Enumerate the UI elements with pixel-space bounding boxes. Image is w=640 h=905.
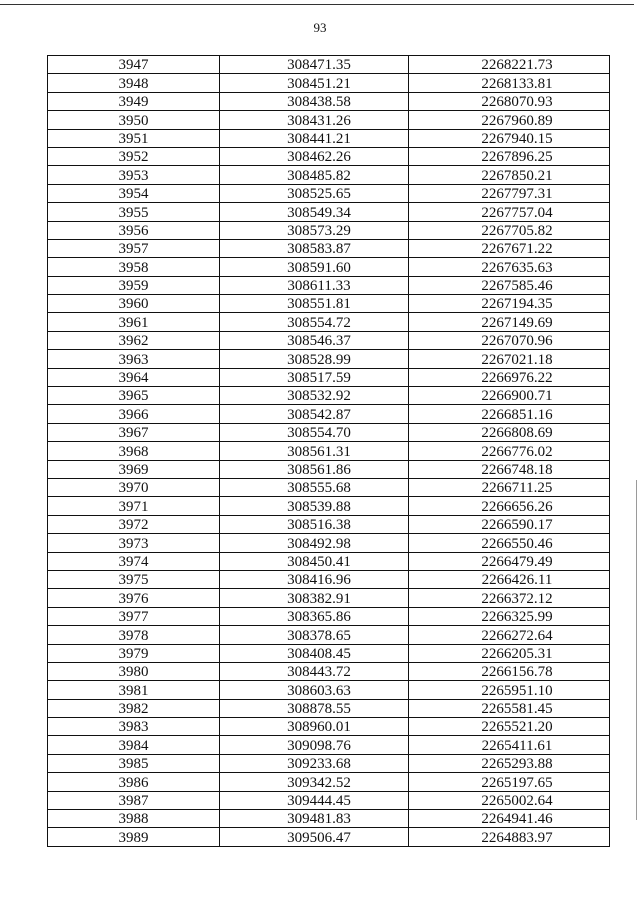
point-number-cell: 3955	[48, 203, 220, 221]
coordinates-table	[47, 55, 610, 847]
point-number-cell: 3956	[48, 221, 220, 239]
y-coordinate-cell: 2267149.69	[409, 313, 610, 331]
x-coordinate-cell: 308462.26	[220, 147, 409, 165]
x-coordinate-cell: 308451.21	[220, 74, 409, 92]
y-coordinate-cell: 2267797.31	[409, 184, 610, 202]
point-number-cell: 3980	[48, 662, 220, 680]
x-coordinate-cell: 308441.21	[220, 129, 409, 147]
table-row	[48, 368, 610, 386]
table-row	[48, 166, 610, 184]
table-row	[48, 754, 610, 772]
table-row	[48, 184, 610, 202]
y-coordinate-cell: 2266808.69	[409, 423, 610, 441]
y-coordinate-cell: 2266590.17	[409, 515, 610, 533]
table-row	[48, 331, 610, 349]
table-row	[48, 699, 610, 717]
x-coordinate-cell: 308542.87	[220, 405, 409, 423]
x-coordinate-cell: 308525.65	[220, 184, 409, 202]
y-coordinate-cell: 2267021.18	[409, 350, 610, 368]
x-coordinate-cell: 308517.59	[220, 368, 409, 386]
y-coordinate-cell: 2267705.82	[409, 221, 610, 239]
table-row	[48, 442, 610, 460]
x-coordinate-cell: 308561.86	[220, 460, 409, 478]
table-row	[48, 570, 610, 588]
table-row	[48, 295, 610, 313]
x-coordinate-cell: 308408.45	[220, 644, 409, 662]
x-coordinate-cell: 308416.96	[220, 570, 409, 588]
table-row	[48, 552, 610, 570]
point-number-cell: 3961	[48, 313, 220, 331]
x-coordinate-cell: 308555.68	[220, 478, 409, 496]
x-coordinate-cell: 309342.52	[220, 773, 409, 791]
table-body	[48, 56, 610, 847]
point-number-cell: 3989	[48, 828, 220, 846]
point-number-cell: 3969	[48, 460, 220, 478]
x-coordinate-cell: 308450.41	[220, 552, 409, 570]
y-coordinate-cell: 2267671.22	[409, 239, 610, 257]
point-number-cell: 3972	[48, 515, 220, 533]
point-number-cell: 3952	[48, 147, 220, 165]
table-row	[48, 92, 610, 110]
point-number-cell: 3970	[48, 478, 220, 496]
y-coordinate-cell: 2266976.22	[409, 368, 610, 386]
y-coordinate-cell: 2267960.89	[409, 111, 610, 129]
x-coordinate-cell: 308365.86	[220, 607, 409, 625]
y-coordinate-cell: 2266479.49	[409, 552, 610, 570]
y-coordinate-cell: 2266550.46	[409, 534, 610, 552]
x-coordinate-cell: 308528.99	[220, 350, 409, 368]
table-row	[48, 589, 610, 607]
point-number-cell: 3977	[48, 607, 220, 625]
point-number-cell: 3973	[48, 534, 220, 552]
x-coordinate-cell: 308583.87	[220, 239, 409, 257]
point-number-cell: 3971	[48, 497, 220, 515]
point-number-cell: 3949	[48, 92, 220, 110]
table-row	[48, 387, 610, 405]
x-coordinate-cell: 308382.91	[220, 589, 409, 607]
y-coordinate-cell: 2267896.25	[409, 147, 610, 165]
point-number-cell: 3957	[48, 239, 220, 257]
table-row	[48, 460, 610, 478]
x-coordinate-cell: 308485.82	[220, 166, 409, 184]
point-number-cell: 3966	[48, 405, 220, 423]
x-coordinate-cell: 309506.47	[220, 828, 409, 846]
point-number-cell: 3979	[48, 644, 220, 662]
y-coordinate-cell: 2266156.78	[409, 662, 610, 680]
y-coordinate-cell: 2267635.63	[409, 258, 610, 276]
y-coordinate-cell: 2266851.16	[409, 405, 610, 423]
x-coordinate-cell: 308539.88	[220, 497, 409, 515]
x-coordinate-cell: 308549.34	[220, 203, 409, 221]
y-coordinate-cell: 2266272.64	[409, 626, 610, 644]
x-coordinate-cell: 308611.33	[220, 276, 409, 294]
scan-edge-line	[636, 480, 637, 820]
y-coordinate-cell: 2266711.25	[409, 478, 610, 496]
table-row	[48, 681, 610, 699]
table-row	[48, 258, 610, 276]
point-number-cell: 3958	[48, 258, 220, 276]
point-number-cell: 3988	[48, 810, 220, 828]
x-coordinate-cell: 308438.58	[220, 92, 409, 110]
x-coordinate-cell: 309481.83	[220, 810, 409, 828]
y-coordinate-cell: 2265951.10	[409, 681, 610, 699]
table-row	[48, 147, 610, 165]
point-number-cell: 3963	[48, 350, 220, 368]
table-row	[48, 478, 610, 496]
x-coordinate-cell: 308561.31	[220, 442, 409, 460]
y-coordinate-cell: 2268070.93	[409, 92, 610, 110]
y-coordinate-cell: 2267940.15	[409, 129, 610, 147]
point-number-cell: 3978	[48, 626, 220, 644]
y-coordinate-cell: 2265581.45	[409, 699, 610, 717]
table-row	[48, 56, 610, 74]
point-number-cell: 3983	[48, 718, 220, 736]
x-coordinate-cell: 308554.70	[220, 423, 409, 441]
table-row	[48, 497, 610, 515]
x-coordinate-cell: 309444.45	[220, 791, 409, 809]
top-rule	[0, 4, 634, 5]
point-number-cell: 3985	[48, 754, 220, 772]
x-coordinate-cell: 308378.65	[220, 626, 409, 644]
y-coordinate-cell: 2266325.99	[409, 607, 610, 625]
point-number-cell: 3962	[48, 331, 220, 349]
point-number-cell: 3954	[48, 184, 220, 202]
point-number-cell: 3984	[48, 736, 220, 754]
y-coordinate-cell: 2267585.46	[409, 276, 610, 294]
table-row	[48, 736, 610, 754]
y-coordinate-cell: 2265411.61	[409, 736, 610, 754]
x-coordinate-cell: 308551.81	[220, 295, 409, 313]
table-row	[48, 626, 610, 644]
table-row	[48, 111, 610, 129]
x-coordinate-cell: 308960.01	[220, 718, 409, 736]
point-number-cell: 3960	[48, 295, 220, 313]
y-coordinate-cell: 2266426.11	[409, 570, 610, 588]
x-coordinate-cell: 308554.72	[220, 313, 409, 331]
point-number-cell: 3967	[48, 423, 220, 441]
y-coordinate-cell: 2268133.81	[409, 74, 610, 92]
table-row	[48, 276, 610, 294]
x-coordinate-cell: 309233.68	[220, 754, 409, 772]
table-row	[48, 718, 610, 736]
y-coordinate-cell: 2267850.21	[409, 166, 610, 184]
table-row	[48, 644, 610, 662]
y-coordinate-cell: 2266372.12	[409, 589, 610, 607]
point-number-cell: 3968	[48, 442, 220, 460]
x-coordinate-cell: 308443.72	[220, 662, 409, 680]
point-number-cell: 3964	[48, 368, 220, 386]
table-row	[48, 828, 610, 846]
table-row	[48, 810, 610, 828]
point-number-cell: 3981	[48, 681, 220, 699]
point-number-cell: 3953	[48, 166, 220, 184]
point-number-cell: 3987	[48, 791, 220, 809]
x-coordinate-cell: 308492.98	[220, 534, 409, 552]
point-number-cell: 3950	[48, 111, 220, 129]
y-coordinate-cell: 2266656.26	[409, 497, 610, 515]
point-number-cell: 3951	[48, 129, 220, 147]
point-number-cell: 3982	[48, 699, 220, 717]
table-row	[48, 515, 610, 533]
x-coordinate-cell: 308603.63	[220, 681, 409, 699]
y-coordinate-cell: 2266205.31	[409, 644, 610, 662]
y-coordinate-cell: 2267757.04	[409, 203, 610, 221]
table-row	[48, 221, 610, 239]
y-coordinate-cell: 2266900.71	[409, 387, 610, 405]
x-coordinate-cell: 308471.35	[220, 56, 409, 74]
table-row	[48, 313, 610, 331]
y-coordinate-cell: 2267194.35	[409, 295, 610, 313]
table-row	[48, 607, 610, 625]
x-coordinate-cell: 309098.76	[220, 736, 409, 754]
table-row	[48, 74, 610, 92]
point-number-cell: 3975	[48, 570, 220, 588]
page-number: 93	[313, 20, 327, 35]
point-number-cell: 3974	[48, 552, 220, 570]
point-number-cell: 3947	[48, 56, 220, 74]
y-coordinate-cell: 2268221.73	[409, 56, 610, 74]
y-coordinate-cell: 2265002.64	[409, 791, 610, 809]
point-number-cell: 3976	[48, 589, 220, 607]
table-row	[48, 129, 610, 147]
point-number-cell: 3959	[48, 276, 220, 294]
table-row	[48, 405, 610, 423]
point-number-cell: 3965	[48, 387, 220, 405]
y-coordinate-cell: 2267070.96	[409, 331, 610, 349]
y-coordinate-cell: 2264883.97	[409, 828, 610, 846]
table-row	[48, 239, 610, 257]
y-coordinate-cell: 2266748.18	[409, 460, 610, 478]
x-coordinate-cell: 308546.37	[220, 331, 409, 349]
table-row	[48, 534, 610, 552]
y-coordinate-cell: 2265521.20	[409, 718, 610, 736]
y-coordinate-cell: 2266776.02	[409, 442, 610, 460]
x-coordinate-cell: 308532.92	[220, 387, 409, 405]
x-coordinate-cell: 308591.60	[220, 258, 409, 276]
table-row	[48, 791, 610, 809]
x-coordinate-cell: 308516.38	[220, 515, 409, 533]
table-row	[48, 662, 610, 680]
table-row	[48, 350, 610, 368]
x-coordinate-cell: 308878.55	[220, 699, 409, 717]
y-coordinate-cell: 2264941.46	[409, 810, 610, 828]
y-coordinate-cell: 2265293.88	[409, 754, 610, 772]
x-coordinate-cell: 308573.29	[220, 221, 409, 239]
x-coordinate-cell: 308431.26	[220, 111, 409, 129]
table-row	[48, 773, 610, 791]
table-row	[48, 203, 610, 221]
y-coordinate-cell: 2265197.65	[409, 773, 610, 791]
point-number-cell: 3986	[48, 773, 220, 791]
point-number-cell: 3948	[48, 74, 220, 92]
table-row	[48, 423, 610, 441]
